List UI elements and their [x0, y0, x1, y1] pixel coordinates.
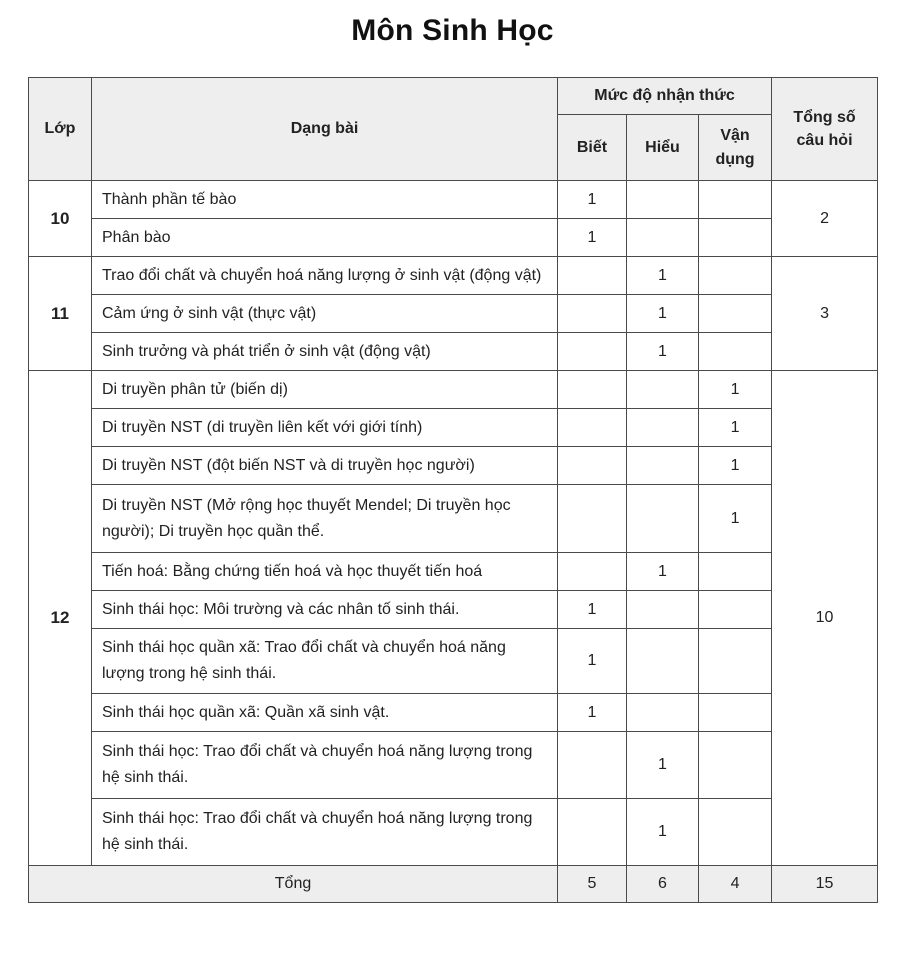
biet-cell [558, 295, 627, 333]
topic-cell: Tiến hoá: Bằng chứng tiến hoá và học thuyết tiến hoá [92, 553, 558, 591]
biet-cell [558, 553, 627, 591]
header-muc-do: Mức độ nhận thức [558, 78, 772, 115]
topic-cell: Cảm ứng ở sinh vật (thực vật) [92, 295, 558, 333]
hieu-cell [627, 485, 699, 553]
biet-cell [558, 799, 627, 866]
hieu-cell [627, 181, 699, 219]
total-cell: 3 [772, 257, 878, 371]
biet-cell [558, 371, 627, 409]
table-row [29, 371, 878, 409]
grade-cell: 12 [29, 371, 92, 866]
van-dung-cell [699, 591, 772, 629]
topic-cell: Sinh thái học quần xã: Quần xã sinh vật. [92, 694, 558, 732]
total-cell: 10 [772, 371, 878, 866]
van-dung-cell [699, 257, 772, 295]
biet-cell [558, 257, 627, 295]
van-dung-cell [699, 799, 772, 866]
topic-cell: Di truyền phân tử (biến dị) [92, 371, 558, 409]
footer-biet: 5 [558, 866, 627, 903]
biet-cell [558, 447, 627, 485]
hieu-cell [627, 409, 699, 447]
biet-cell: 1 [558, 591, 627, 629]
table-row [29, 799, 878, 866]
table-row [29, 629, 878, 694]
biet-cell: 1 [558, 694, 627, 732]
topic-cell: Phân bào [92, 219, 558, 257]
van-dung-cell [699, 629, 772, 694]
grade-cell: 11 [29, 257, 92, 371]
footer-total: 15 [772, 866, 878, 903]
header-tong-so: Tổng số câu hỏi [772, 78, 878, 181]
table-row [29, 591, 878, 629]
hieu-cell: 1 [627, 333, 699, 371]
table-row [29, 447, 878, 485]
table-row [29, 181, 878, 219]
table-row [29, 219, 878, 257]
hieu-cell: 1 [627, 799, 699, 866]
table-row [29, 295, 878, 333]
hieu-cell: 1 [627, 732, 699, 799]
hieu-cell: 1 [627, 295, 699, 333]
footer-hieu: 6 [627, 866, 699, 903]
topic-cell: Trao đổi chất và chuyển hoá năng lượng ở sinh vật (động vật) [92, 257, 558, 295]
biet-cell: 1 [558, 219, 627, 257]
van-dung-cell [699, 553, 772, 591]
table-row [29, 409, 878, 447]
van-dung-cell [699, 732, 772, 799]
hieu-cell [627, 629, 699, 694]
table-row [29, 732, 878, 799]
hieu-cell [627, 447, 699, 485]
topic-cell: Thành phần tế bào [92, 181, 558, 219]
biet-cell [558, 409, 627, 447]
total-cell: 2 [772, 181, 878, 257]
topic-cell: Sinh thái học quần xã: Trao đổi chất và chuyển hoá năng lượng trong hệ sinh thái. [92, 629, 558, 694]
topic-cell: Di truyền NST (di truyền liên kết với giới tính) [92, 409, 558, 447]
topic-cell: Sinh thái học: Môi trường và các nhân tố sinh thái. [92, 591, 558, 629]
header-lop: Lớp [29, 78, 92, 181]
table-body [29, 181, 878, 866]
topic-cell: Sinh thái học: Trao đổi chất và chuyển hoá năng lượng trong hệ sinh thái. [92, 799, 558, 866]
van-dung-cell: 1 [699, 447, 772, 485]
footer-van-dung: 4 [699, 866, 772, 903]
biet-cell [558, 732, 627, 799]
topic-cell: Sinh thái học: Trao đổi chất và chuyển hoá năng lượng trong hệ sinh thái. [92, 732, 558, 799]
exam-matrix-table [28, 77, 878, 903]
biet-cell [558, 333, 627, 371]
footer-label: Tổng [29, 866, 558, 903]
header-hieu: Hiểu [627, 115, 699, 181]
table-row [29, 333, 878, 371]
hieu-cell: 1 [627, 257, 699, 295]
biet-cell [558, 485, 627, 553]
van-dung-cell: 1 [699, 371, 772, 409]
hieu-cell [627, 371, 699, 409]
page-title: Môn Sinh Học [351, 14, 554, 47]
van-dung-cell [699, 295, 772, 333]
header-dang-bai: Dạng bài [92, 78, 558, 181]
topic-cell: Di truyền NST (đột biến NST và di truyền học người) [92, 447, 558, 485]
van-dung-cell [699, 694, 772, 732]
biet-cell: 1 [558, 629, 627, 694]
hieu-cell: 1 [627, 553, 699, 591]
hieu-cell [627, 694, 699, 732]
grade-cell: 10 [29, 181, 92, 257]
hieu-cell [627, 591, 699, 629]
van-dung-cell: 1 [699, 485, 772, 553]
hieu-cell [627, 219, 699, 257]
total-row [29, 866, 878, 903]
topic-cell: Sinh trưởng và phát triển ở sinh vật (động vật) [92, 333, 558, 371]
header-van-dung: Vận dụng [699, 115, 772, 181]
table-row [29, 553, 878, 591]
van-dung-cell [699, 181, 772, 219]
van-dung-cell [699, 219, 772, 257]
header-biet: Biết [558, 115, 627, 181]
table-row [29, 485, 878, 553]
van-dung-cell [699, 333, 772, 371]
van-dung-cell: 1 [699, 409, 772, 447]
biet-cell: 1 [558, 181, 627, 219]
table-row [29, 257, 878, 295]
topic-cell: Di truyền NST (Mở rộng học thuyết Mendel; Di truyền học người); Di truyền học quần thể. [92, 485, 558, 553]
table-row [29, 694, 878, 732]
